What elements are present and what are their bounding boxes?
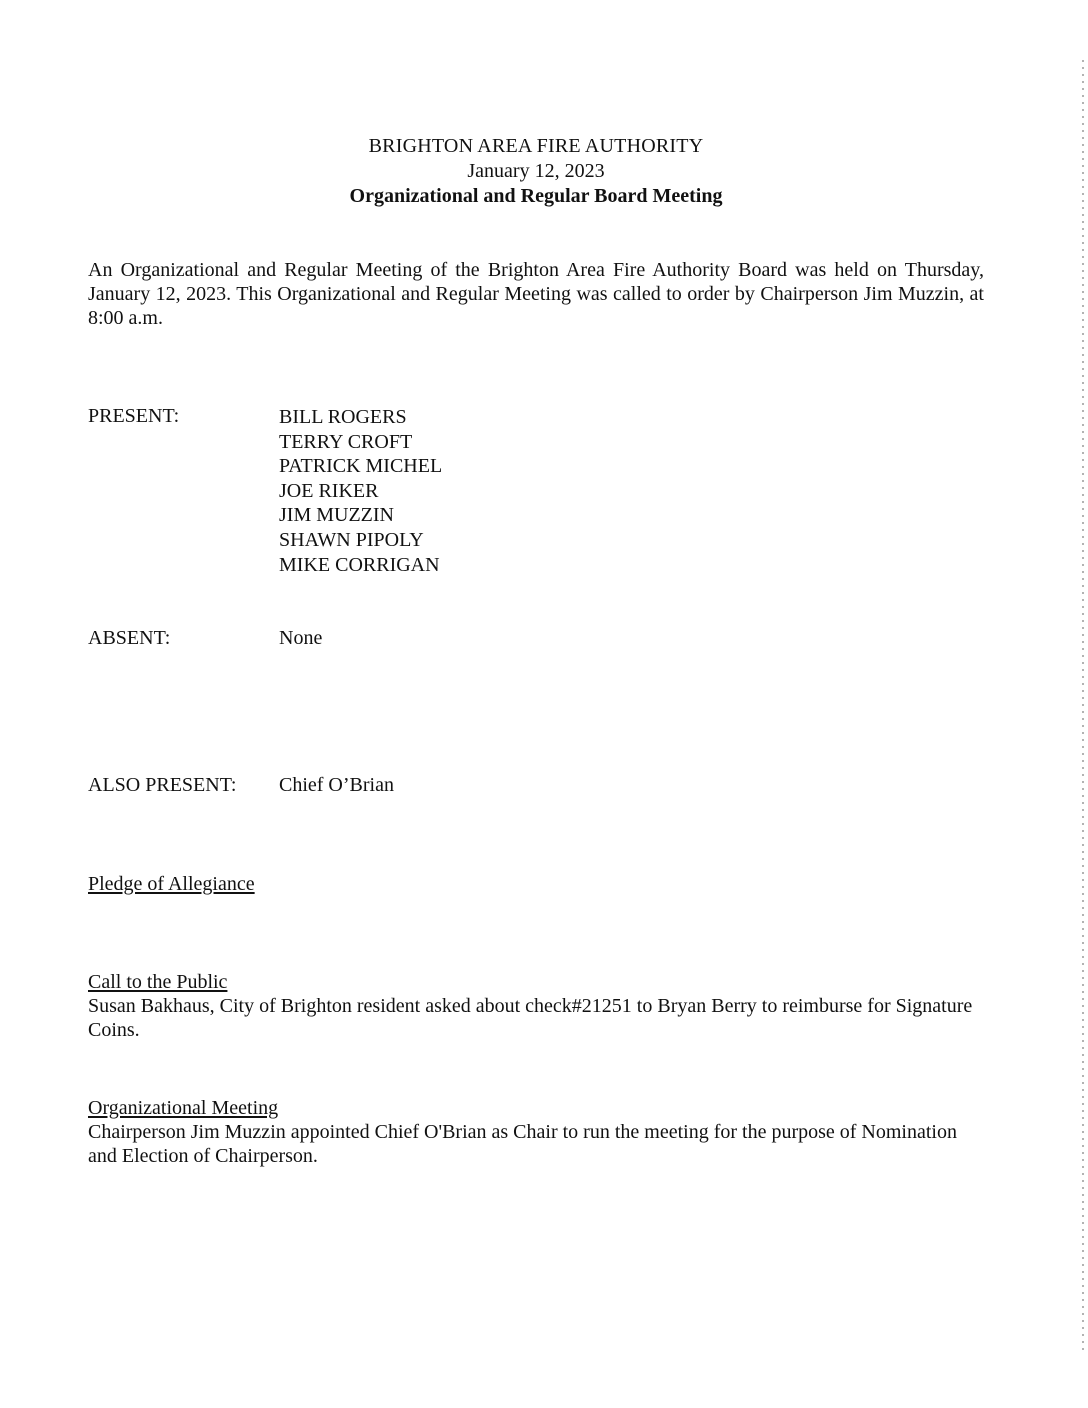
organizational-meeting-text: Chairperson Jim Muzzin appointed Chief O'Brian as Chair to run the meeting for the purpose of Nomination and Election of Chairperson.	[88, 1121, 957, 1167]
present-name: JIM MUZZIN	[279, 504, 394, 527]
present-name: MIKE CORRIGAN	[279, 553, 440, 576]
absent-value: None	[279, 627, 323, 649]
present-name: JOE RIKER	[279, 479, 379, 502]
present-label: PRESENT:	[88, 405, 180, 427]
scan-edge-marks	[1082, 60, 1084, 1350]
organization-name: BRIGHTON AREA FIRE AUTHORITY	[368, 135, 704, 157]
call-to-public-text: Susan Bakhaus, City of Brighton resident asked about check#21251 to Bryan Berry to reimburse for Signature Coins.	[88, 995, 973, 1041]
call-to-public-section	[88, 970, 988, 1042]
pledge-section	[88, 872, 988, 896]
present-name: TERRY CROFT	[279, 430, 413, 453]
call-to-public-title: Call to the Public	[88, 971, 228, 993]
intro-paragraph: An Organizational and Regular Meeting of the Brighton Area Fire Authority Board was held on Thursday, January 12, 2023. This Organizational and Regular Meeting was called to order by Chairperson Jim Muzzin, at 8:00 a.m.	[88, 259, 984, 329]
meeting-title: Organizational and Regular Board Meeting	[349, 185, 723, 207]
pledge-title: Pledge of Allegiance	[88, 873, 255, 895]
absent-label: ABSENT:	[88, 627, 171, 649]
also-present-value: Chief O’Brian	[279, 774, 394, 796]
organizational-meeting-title: Organizational Meeting	[88, 1097, 279, 1119]
present-name: PATRICK MICHEL	[279, 455, 443, 478]
also-present-label: ALSO PRESENT:	[88, 774, 237, 796]
present-name: SHAWN PIPOLY	[279, 528, 424, 551]
present-name: BILL ROGERS	[279, 406, 407, 428]
organizational-meeting-section	[88, 1096, 988, 1168]
document-header	[0, 134, 1072, 209]
meeting-date: January 12, 2023	[467, 160, 605, 182]
present-names-list	[279, 405, 442, 577]
